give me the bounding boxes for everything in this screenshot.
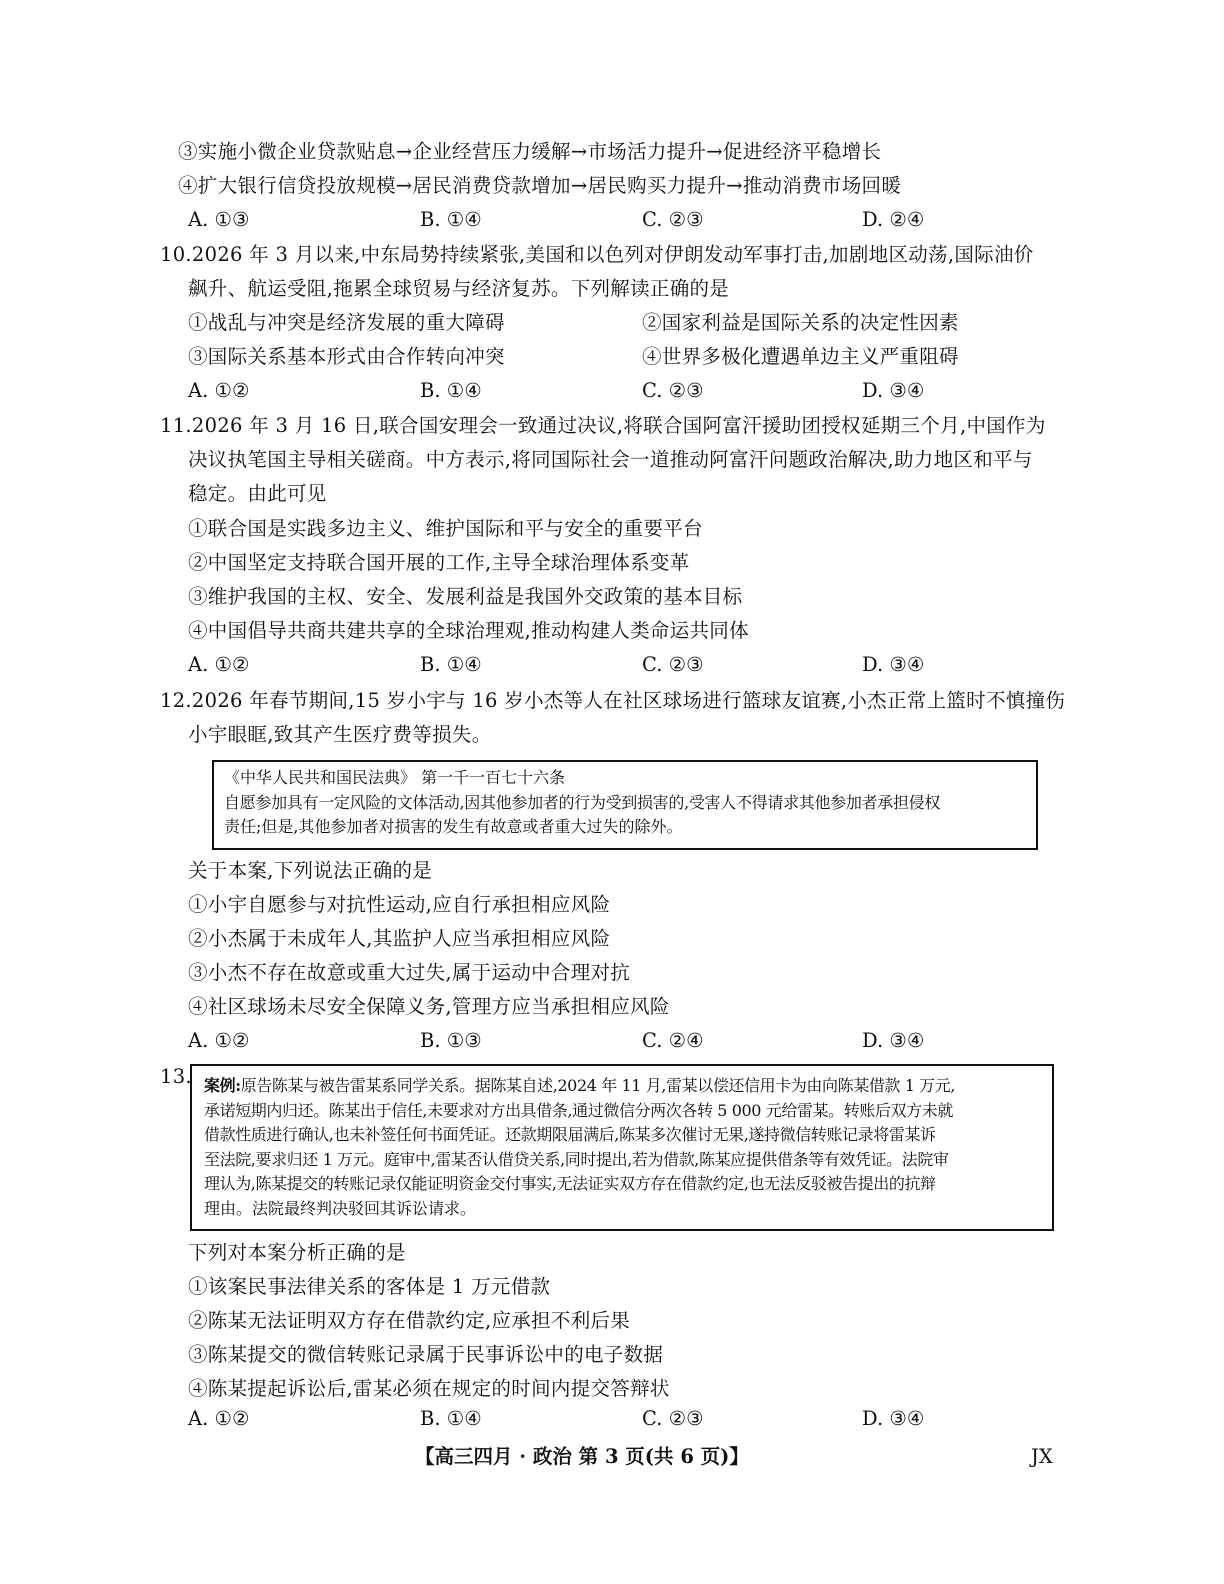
q9-options bbox=[188, 207, 1008, 233]
q12-stem-text-1: 2026 年春节期间,15 岁小宇与 16 岁小杰等人在社区球场进行篮球友谊赛,小杰正常上篮时不慎撞伤 bbox=[191, 689, 1066, 712]
q10-options bbox=[188, 378, 1008, 404]
q10-stem-text-1: 2026 年 3 月以来,中东局势持续紧张,美国和以色列对伊朗发动军事打击,加剧地区动荡,国际油价 bbox=[191, 243, 1034, 266]
q9-option-c[interactable]: C. ②③ bbox=[642, 208, 704, 231]
q12-law-box bbox=[212, 760, 1038, 850]
q11-item-3: ③维护我国的主权、安全、发展利益是我国外交政策的基本目标 bbox=[188, 585, 743, 608]
q11-item-2: ②中国坚定支持联合国开展的工作,主导全球治理体系变革 bbox=[188, 551, 690, 574]
q13-number: 13. bbox=[160, 1065, 192, 1088]
q12-option-c[interactable]: C. ②④ bbox=[642, 1029, 704, 1052]
q11-stem-line-2: 决议执笔国主导相关磋商。中方表示,将同国际社会一道推动阿富汗问题政治解决,助力地区和平与 bbox=[188, 448, 1033, 471]
q10-stem-line-1 bbox=[160, 242, 1034, 268]
q11-stem-text-1: 2026 年 3 月 16 日,联合国安理会一致通过决议,将联合国阿富汗援助团授权延期三个月,中国作为 bbox=[191, 414, 1046, 437]
q11-option-a[interactable]: A. ①② bbox=[188, 653, 250, 676]
q12-law-line-1: 自愿参加具有一定风险的文体活动,因其他参加者的行为受到损害的,受害人不得请求其他参加者承担侵权 bbox=[224, 792, 941, 812]
q9-option-a[interactable]: A. ①③ bbox=[188, 208, 250, 231]
q12-item-4: ④社区球场未尽安全保障义务,管理方应当承担相应风险 bbox=[188, 995, 670, 1018]
q13-case-line-6: 理由。法院最终判决驳回其诉讼请求。 bbox=[204, 1198, 477, 1218]
q13-case-label: 案例: bbox=[204, 1076, 241, 1095]
q13-option-a[interactable]: A. ①② bbox=[188, 1407, 250, 1430]
q12-item-2: ②小杰属于未成年人,其监护人应当承担相应风险 bbox=[188, 927, 611, 950]
q9-item-3: ③实施小微企业贷款贴息→企业经营压力缓解→市场活力提升→促进经济平稳增长 bbox=[178, 140, 882, 163]
q13-options bbox=[188, 1406, 1008, 1432]
q9-option-b[interactable]: B. ①④ bbox=[420, 208, 482, 231]
q13-case-line-5: 理认为,陈某提交的转账记录仅能证明资金交付事实,无法证实双方存在借款约定,也无法反驳被告提出的抗辩 bbox=[204, 1174, 936, 1193]
q12-stem-line-2: 小宇眼眶,致其产生医疗费等损失。 bbox=[188, 723, 492, 746]
q11-option-b[interactable]: B. ①④ bbox=[420, 653, 482, 676]
q10-option-a[interactable]: A. ①② bbox=[188, 379, 250, 402]
q13-option-c[interactable]: C. ②③ bbox=[642, 1407, 704, 1430]
q10-item-2: ②国家利益是国际关系的决定性因素 bbox=[642, 311, 959, 334]
q11-options bbox=[188, 652, 1008, 678]
q13-case-line-2: 承诺短期内归还。陈某出于信任,未要求对方出具借条,通过微信分两次各转 5 000 元给雷某。转账后双方未就 bbox=[204, 1100, 953, 1120]
q10-number: 10. bbox=[160, 243, 192, 266]
q13-item-2: ②陈某无法证明双方存在借款约定,应承担不利后果 bbox=[188, 1309, 631, 1332]
q10-item-4: ④世界多极化遭遇单边主义严重阻碍 bbox=[642, 345, 959, 368]
q13-case-line-3: 借款性质进行确认,也未补签任何书面凭证。还款期限届满后,陈某多次催讨无果,遂持微信转账记录将雷某诉 bbox=[204, 1125, 936, 1144]
q12-number: 12. bbox=[160, 689, 192, 712]
q11-item-1: ①联合国是实践多边主义、维护国际和平与安全的重要平台 bbox=[188, 517, 703, 540]
q12-law-title: 《中华人民共和国民法典》 第一千一百七十六条 bbox=[224, 768, 566, 787]
q11-number: 11. bbox=[160, 414, 192, 437]
q13-item-1: ①该案民事法律关系的客体是 1 万元借款 bbox=[188, 1275, 551, 1298]
q12-item-1: ①小宇自愿参与对抗性运动,应自行承担相应风险 bbox=[188, 893, 611, 916]
q11-option-c[interactable]: C. ②③ bbox=[642, 653, 704, 676]
q12-question: 关于本案,下列说法正确的是 bbox=[188, 859, 433, 882]
q12-option-b[interactable]: B. ①③ bbox=[420, 1029, 482, 1052]
q11-stem-line-3: 稳定。由此可见 bbox=[188, 482, 327, 505]
q13-case-line-4: 至法院,要求归还 1 万元。庭审中,雷某否认借贷关系,同时提出,若为借款,陈某应提供借条等有效凭证。法院审 bbox=[204, 1149, 949, 1169]
q12-option-d[interactable]: D. ③④ bbox=[862, 1029, 925, 1052]
q11-item-4: ④中国倡导共商共建共享的全球治理观,推动构建人类命运共同体 bbox=[188, 619, 749, 642]
q13-item-3: ③陈某提交的微信转账记录属于民事诉讼中的电子数据 bbox=[188, 1343, 664, 1366]
q13-question: 下列对本案分析正确的是 bbox=[188, 1241, 406, 1264]
q12-option-a[interactable]: A. ①② bbox=[188, 1029, 250, 1052]
q13-case-text-1: 原告陈某与被告雷某系同学关系。据陈某自述,2024 年 11 月,雷某以偿还信用卡为由向陈某借款 1 万元, bbox=[240, 1076, 956, 1095]
q11-option-d[interactable]: D. ③④ bbox=[862, 653, 925, 676]
q10-option-d[interactable]: D. ③④ bbox=[862, 379, 925, 402]
q13-option-d[interactable]: D. ③④ bbox=[862, 1407, 925, 1430]
q10-option-b[interactable]: B. ①④ bbox=[420, 379, 482, 402]
q12-stem-line-1 bbox=[160, 688, 1065, 714]
q10-stem-line-2: 飙升、航运受阻,拖累全球贸易与经济复苏。下列解读正确的是 bbox=[188, 277, 730, 300]
paper-code: JX bbox=[1031, 1445, 1053, 1468]
q13-case-line-1 bbox=[204, 1074, 1044, 1099]
q13-option-b[interactable]: B. ①④ bbox=[420, 1407, 482, 1430]
q13-case-box bbox=[190, 1064, 1054, 1231]
q13-item-4: ④陈某提起诉讼后,雷某必须在规定的时间内提交答辩状 bbox=[188, 1377, 670, 1400]
page-footer: 【高三四月 · 政治 第 3 页(共 6 页)】 bbox=[415, 1445, 749, 1468]
q12-item-3: ③小杰不存在故意或重大过失,属于运动中合理对抗 bbox=[188, 961, 631, 984]
q10-item-3: ③国际关系基本形式由合作转向冲突 bbox=[188, 345, 505, 368]
q9-item-4: ④扩大银行信贷投放规模→居民消费贷款增加→居民购买力提升→推动消费市场回暖 bbox=[178, 174, 902, 197]
q12-law-line-2: 责任;但是,其他参加者对损害的发生有故意或者重大过失的除外。 bbox=[224, 817, 683, 836]
q9-option-d[interactable]: D. ②④ bbox=[862, 208, 925, 231]
q10-item-1: ①战乱与冲突是经济发展的重大障碍 bbox=[188, 311, 505, 334]
q10-option-c[interactable]: C. ②③ bbox=[642, 379, 704, 402]
q11-stem-line-1 bbox=[160, 413, 1046, 439]
q12-options bbox=[188, 1028, 1008, 1054]
